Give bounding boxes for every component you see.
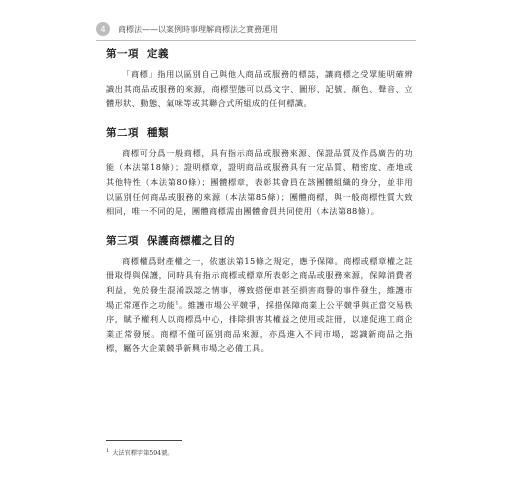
section-heading bbox=[106, 46, 413, 61]
paragraph-text-part-2: 。維護市場公平競爭，採措保障商業上公平競爭與正當交易秩序，賦予權利人以商標爲中心，排除損害其權益之使用或註冊，以達促進工商企業正常發展。商標不僅可區別商品來源，亦爲進入不同市場，認識新商品之指標，屬各大企業競爭新興市場之必備工具。 bbox=[106, 299, 413, 354]
footnote bbox=[106, 448, 174, 457]
section-number: 第一項 bbox=[106, 48, 139, 60]
main-content bbox=[106, 46, 413, 370]
section-definition bbox=[106, 46, 413, 111]
section-title: 保護商標權之目的 bbox=[147, 234, 235, 247]
footnote-reference[interactable]: 1 bbox=[175, 299, 179, 306]
running-title: 商標法——以案例時事理解商標法之實務運用 bbox=[118, 24, 278, 34]
section-purpose bbox=[106, 233, 413, 356]
section-paragraph: 商標可分爲一般商標，具有指示商品或服務來源、保證品質及作爲廣告的功能（本法第18條）；證明標章，證明商品或服務具有一定品質、精密度、產地或其他特性（本法第80條）；團體標章，表彰其會員在該團體組織的身分，並非用以區別任何商品或服務的來源（本法第85條）；團體商標，與一般商標性質大致相同，唯一不同的是，團體商標需由團體會員共同使用（本法第88條）。 bbox=[106, 147, 413, 217]
header-divider bbox=[96, 40, 416, 41]
section-heading bbox=[106, 233, 413, 248]
section-paragraph: 「商標」指用以區別自己與他人商品或服務的標誌，讓商標之受眾能明確辨識出其商品或服務的來源，商標型態可以爲文字、圖形、記號、顏色、聲音、立體形狀、動態、氣味等或其聯合式所組成的任何標識。 bbox=[106, 69, 413, 109]
section-heading bbox=[106, 125, 413, 140]
section-number: 第三項 bbox=[106, 234, 139, 247]
section-number: 第二項 bbox=[106, 126, 139, 139]
paragraph-text-part-1: 商標權爲財產權之一，依憲法第15條之規定，應予保障。商標或標章權之註冊取得與保護，同時具有指示商標或標章所表彰之商品或服務來源，保障消費者利益，免於發生混淆誤認之情事，導致搭便車甚至損害商譽的事件發生，維護市場正常運作之功能 bbox=[106, 255, 413, 310]
footnote-mark: 1 bbox=[106, 448, 110, 454]
footnote-text: 大法官釋字第594號。 bbox=[112, 450, 174, 458]
running-header bbox=[96, 22, 278, 36]
section-title: 定義 bbox=[147, 48, 169, 60]
section-paragraph bbox=[106, 254, 413, 356]
section-types bbox=[106, 125, 413, 219]
footnote-divider bbox=[106, 440, 182, 441]
page-number: 4 bbox=[96, 22, 110, 36]
section-title: 種類 bbox=[147, 126, 169, 139]
